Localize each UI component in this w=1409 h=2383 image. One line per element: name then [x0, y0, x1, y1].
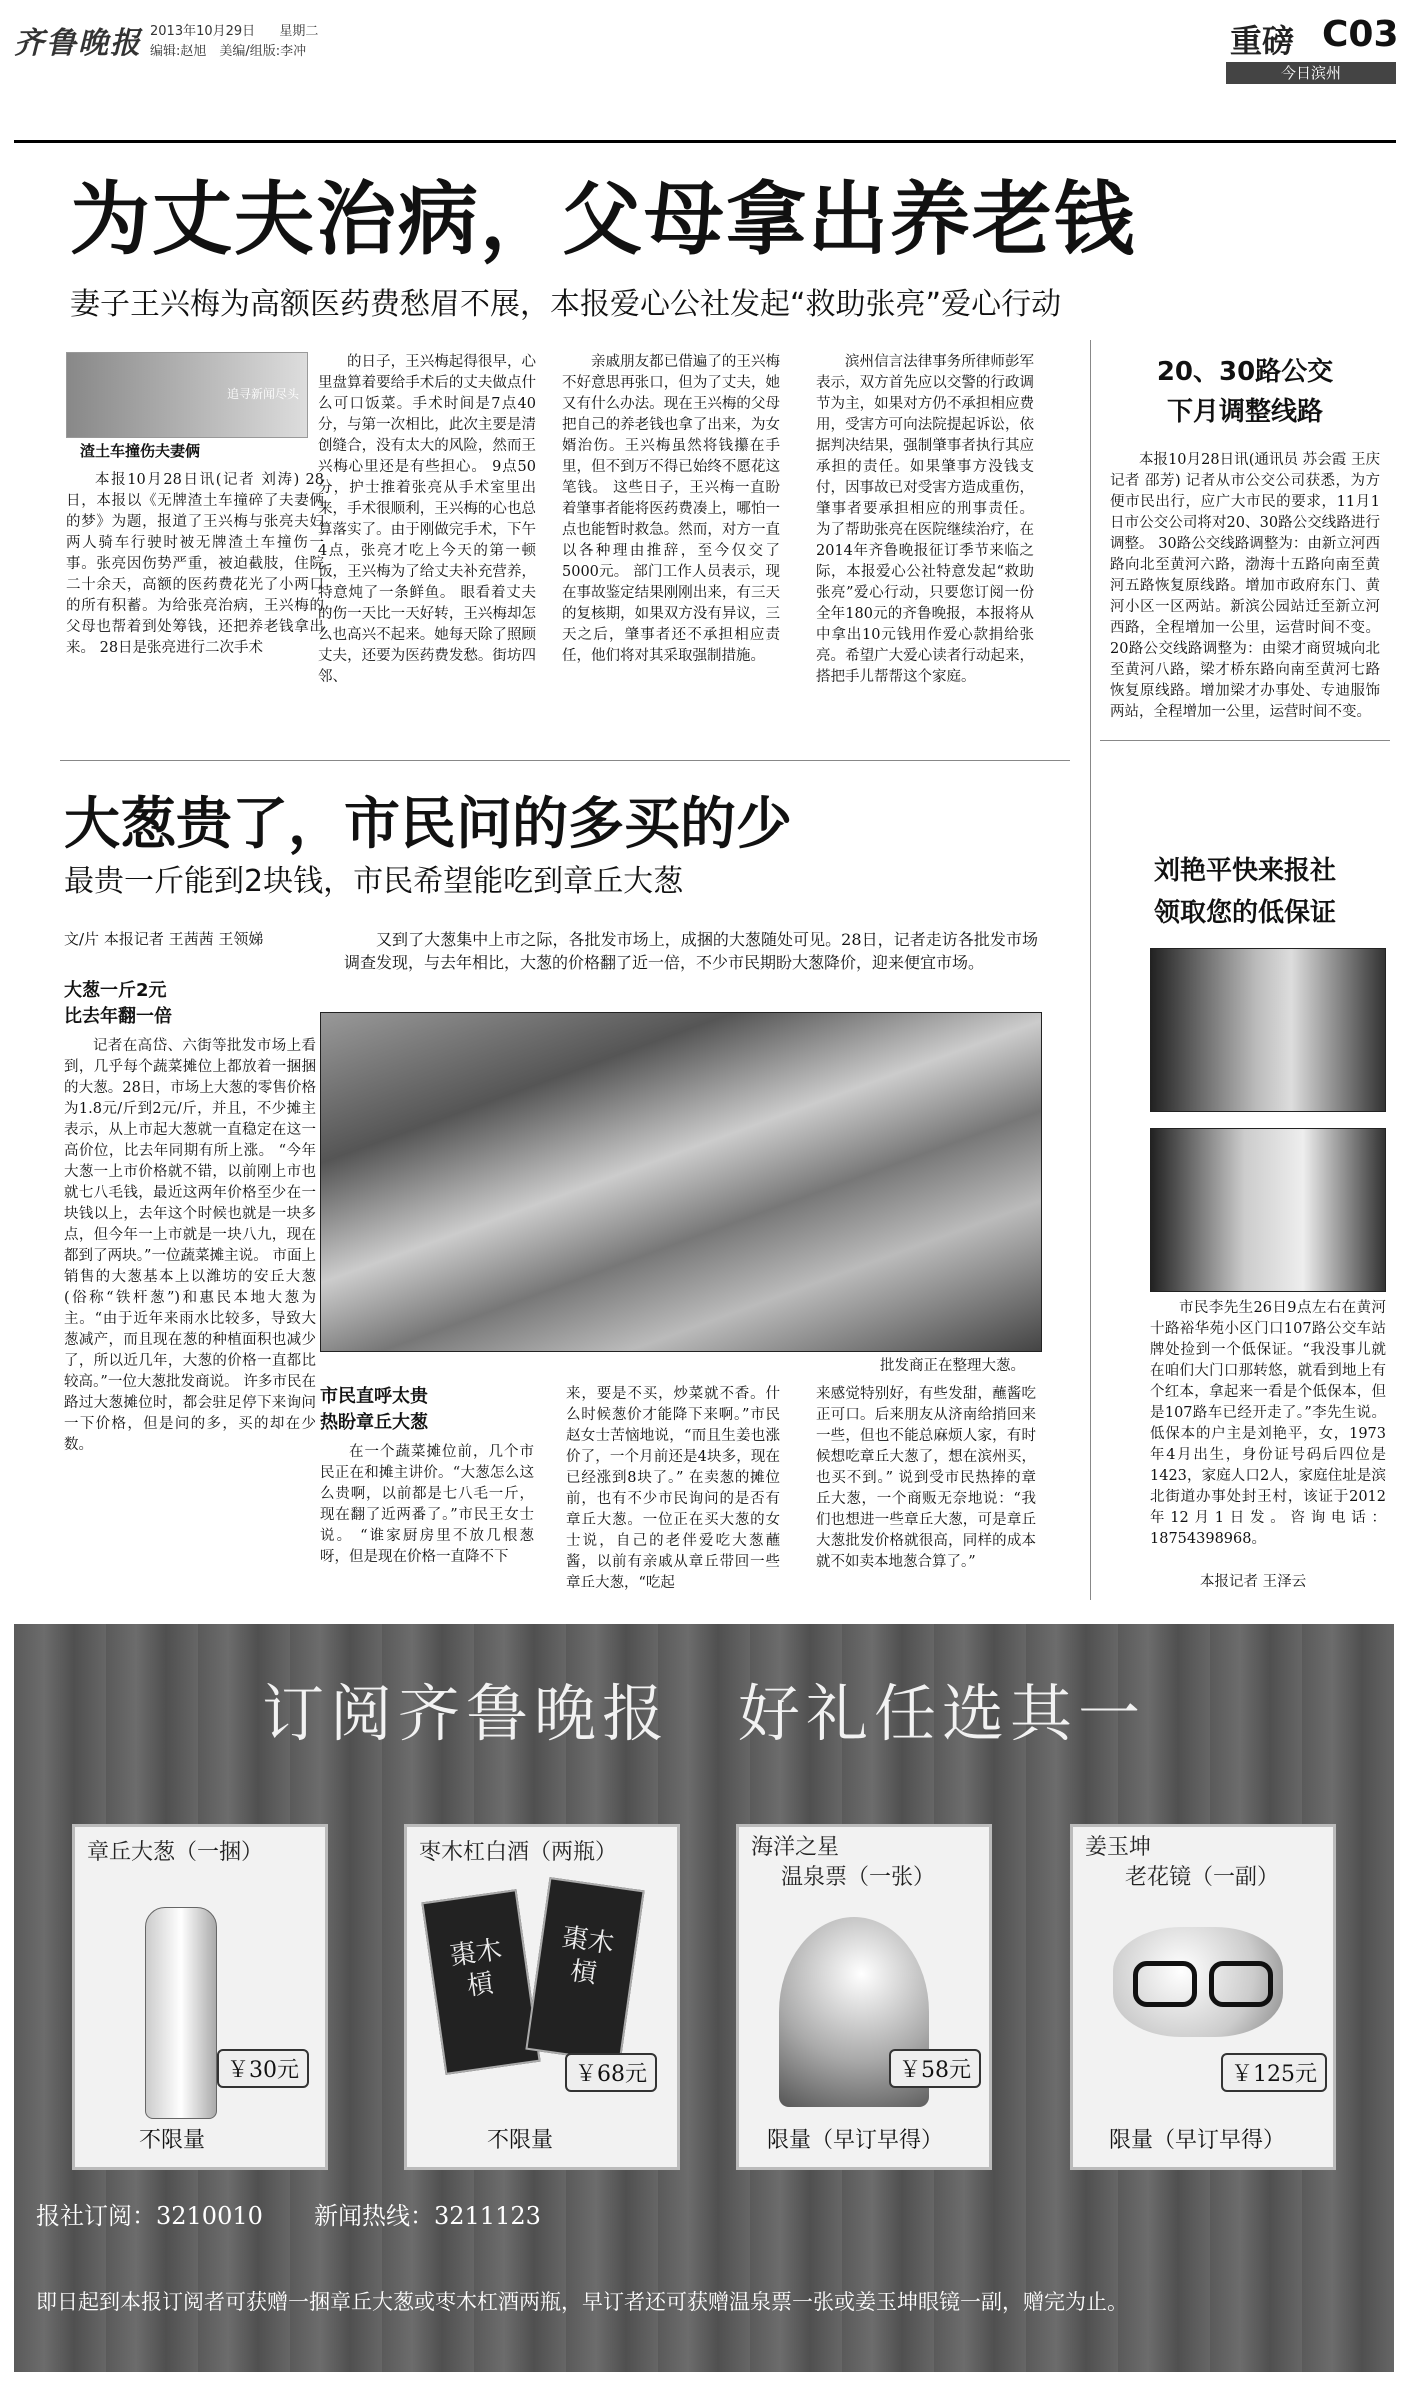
- gift-name: [751, 1833, 935, 1893]
- subscribe-hotline: 报社订阅：3210010: [36, 2202, 263, 2230]
- masthead-rule: [14, 140, 1396, 143]
- story1-subhead: 妻子王兴梅为高额医药费愁眉不展，本报爱心公社发起“救助张亮”爱心行动: [70, 287, 1062, 322]
- bus-headline: [1110, 352, 1380, 432]
- gift-name: 枣木杠白酒（两瓶）: [419, 1840, 618, 1865]
- edition-label: 今日滨州: [1226, 62, 1396, 84]
- related-tag: 追寻新闻尽头: [226, 387, 299, 401]
- story2-subhead: 最贵一斤能到2块钱，市民希望能吃到章丘大葱: [64, 864, 684, 899]
- gift-limit: 不限量: [487, 2128, 554, 2153]
- scallion-icon: [145, 1907, 217, 2119]
- paragraph: 滨州信言法律事务所律师彭军表示，双方首先应以交警的行政调节为主，如果对方仍不承担相应费用，受害方可向法院提起诉讼，依据判决结果，强制肇事者执行其应承担的责任。如果肇事方没钱支付，因事故已对受害方造成重伤，肇事者要承担相应的刑事责任。 为了帮助张亮在医院继续治疗，在2014年齐鲁晚报征订季节来临之际，本报爱心公社特意发起“救助张亮”爱心行动，只要您订阅一份全年180元的齐鲁晚报，本报将从中拿出10元钱用作爱心款捐给张亮。希望广大爱心读者行动起来，搭把手儿帮帮这个家庭。: [816, 354, 1034, 685]
- story2-col1: [64, 1036, 316, 1582]
- gift-price: ￥30元: [217, 2049, 309, 2088]
- story1-col4: [816, 352, 1034, 700]
- gift-name-line1: 海洋之星: [751, 1835, 840, 1860]
- liquor-label: 棗木槓: [448, 1934, 504, 2002]
- liquor-box-icon: [421, 1889, 540, 2075]
- paragraph: 又到了大葱集中上市之际，各批发市场上，成捆的大葱随处可见。28日，记者走访各批发市场调查发现，与去年相比，大葱的价格翻了近一倍，不少市民期盼大葱降价，迎来便宜市场。: [344, 930, 1038, 972]
- masthead-logo: 齐鲁晚报: [14, 26, 142, 61]
- right-column-divider: [1090, 340, 1091, 1600]
- liu-body: [1150, 1298, 1386, 1560]
- gift-name-line2: 老花镜（一副）: [1125, 1865, 1280, 1890]
- liu-headline-line2: 领取您的低保证: [1153, 898, 1336, 928]
- paragraph: 本报10月28日讯(记者 刘涛) 28日，本报以《无牌渣土车撞碎了夫妻俩的梦》为题，报道了王兴梅与张亮夫妇两人骑车行驶时被无牌渣土车撞伤一事。张亮因伤势严重，被迫截肢，住院二十余天，高额的医药费花光了小两口的所有积蓄。为给张亮治病，王兴梅的父母也帮着到处筹钱，还把养老钱拿出来。 28日是张亮进行二次手术: [66, 472, 324, 656]
- related-box: [66, 352, 308, 438]
- bus-headline-line1: 20、30路公交: [1156, 357, 1334, 387]
- liu-headline: [1100, 850, 1390, 934]
- gift-name-line1: 姜玉坤: [1085, 1835, 1152, 1860]
- story1-col1: [66, 470, 324, 700]
- liu-photo-2: [1150, 1128, 1386, 1292]
- liu-photo-1: [1150, 948, 1386, 1112]
- liu-byline: 本报记者 王泽云: [1200, 1574, 1307, 1590]
- liquor-box-icon: [525, 1877, 644, 2063]
- bus-headline-line2: 下月调整线路: [1166, 397, 1323, 427]
- gift-card-glasses: [1070, 1824, 1336, 2170]
- gift-card-liquor: [404, 1824, 680, 2170]
- gift-price: ￥58元: [889, 2049, 981, 2088]
- story1-col3: [562, 352, 780, 700]
- gift-price: ￥125元: [1221, 2053, 1327, 2092]
- gift-limit: 不限量: [139, 2128, 206, 2153]
- subscription-ad: [14, 1624, 1394, 2372]
- bus-rule: [1100, 740, 1390, 741]
- story2-col2: [320, 1442, 534, 1582]
- story2-byline: 文/片 本报记者 王茜茜 王领娣: [64, 930, 264, 948]
- paragraph: 亲戚朋友都已借遍了的王兴梅不好意思再张口，但为了丈夫，她又有什么办法。现在王兴梅的父母把自己的养老钱也拿了出来，为女婿治伤。王兴梅虽然将钱攥在手里，但不到万不得已始终不愿花这笔钱。 这些日子，王兴梅一直盼着肇事者能将医药费凑上，哪怕一点也能暂时救急。然而，对方一直以各种理由推辞，至今仅交了5000元。 部门工作人员表示，现在事故鉴定结果刚刚出来，有三天的复核期，如果双方没有异议，三天之后，肇事者还不承担相应责任，他们将对其采取强制措施。: [562, 354, 780, 664]
- sub2-line1: 市民直呼太贵: [320, 1386, 428, 1407]
- gift-name: [1085, 1833, 1279, 1893]
- page-number: C03: [1322, 14, 1399, 55]
- liu-headline-line1: 刘艳平快来报社: [1153, 856, 1336, 886]
- paragraph: 的日子，王兴梅起得很早，心里盘算着要给手术后的丈夫做点什么可口饭菜。手术时间是7点40分，与第一次相比，此次主要是清创缝合，没有太大的风险，然而王兴梅心里还是有些担心。 9点50分，护士推着张亮从手术室里出来，手术很顺利，王兴梅的心也总算落实了。由于刚做完手术，下午4点，张亮才吃上今天的第一顿饭，王兴梅为了给丈夫补充营养，特意炖了一条鲜鱼。 眼看着丈夫的伤一天比一天好转，王兴梅却怎么也高兴不起来。她每天除了照顾丈夫，还要为医药费发愁。街坊四邻、: [318, 354, 536, 685]
- bus-body: [1110, 450, 1380, 730]
- related-title: 渣土车撞伤夫妻俩: [80, 442, 201, 460]
- gift-limit: 限量（早订早得）: [767, 2128, 944, 2153]
- gift-card-hotspring: [736, 1824, 992, 2170]
- sub1-line2: 比去年翻一倍: [64, 1006, 172, 1027]
- paragraph: 在一个蔬菜摊位前，几个市民正在和摊主讲价。“大葱怎么这么贵啊，以前都是七八毛一斤，现在翻了近两番了。”市民王女士说。 “谁家厨房里不放几根葱呀，但是现在价格一直降不下: [320, 1444, 534, 1565]
- gift-price: ￥68元: [565, 2053, 657, 2092]
- paragraph: 本报10月28日讯(通讯员 苏会霞 王庆 记者 邵芳) 记者从市公交公司获悉，为方便市民出行，应广大市民的要求，11月1日市公交公司将对20、30路公交线路进行调整。 30路公交线路调整为：由新立河西路向北至黄河六路，渤海十五路向南至黄河五路恢复原线路。增加市政府东门、黄河小区一区两站。新滨公园站迁至新立河西路，全程增加一公里，运营时间不变。 20路公交线路调整为：由梁才商贸城向北至黄河八路，梁才桥东路向南至黄河七路恢复原线路。增加梁才办事处、专迪服饰两站，全程增加一公里，运营时间不变。: [1110, 452, 1380, 720]
- gift-card-scallion: [72, 1824, 328, 2170]
- masthead-editors: 编辑:赵旭 美编/组版:李冲: [150, 44, 307, 59]
- liquor-label: 棗木槓: [560, 1922, 616, 1990]
- gift-name-line2: 温泉票（一张）: [781, 1865, 936, 1890]
- paragraph: 记者在高岱、六街等批发市场上看到，几乎每个蔬菜摊位上都放着一捆捆的大葱。28日，市场上大葱的零售价格为1.8元/斤到2元/斤，并且，不少摊主表示，从上市起大葱就一直稳定在这一高价位，比去年同期有所上涨。 “今年大葱一上市价格就不错，以前刚上市也就七八毛钱，最近这两年价格至少在一块钱以上，去年这个时候也就是一块多点，但今年一上市就是一块八九，现在都到了两块。”一位蔬菜摊主说。 市面上销售的大葱基本上以潍坊的安丘大葱(俗称“铁杆葱”)和惠民本地大葱为主。“由于近年来雨水比较多，导致大葱减产，而且现在葱的种植面积也减少了，所以近几年，大葱的价格一直都比较高。”一位大葱批发商说。 许多市民在路过大葱摊位时，都会驻足停下来询问一下价格，但是问的多，买的却在少数。: [64, 1038, 316, 1453]
- paragraph: 来，要是不买，炒菜就不香。什么时候葱价才能降下来啊。”市民赵女士苦恼地说，“而且生姜也涨价了，一个月前还是4块多，现在已经涨到8块了。” 在卖葱的摊位前，也有不少市民询问的是否有章丘大葱。一位正在买大葱的女士说，自己的老伴爱吃大葱蘸酱，以前有亲戚从章丘带回一些章丘大葱，“吃起: [566, 1386, 780, 1591]
- sub2-line2: 热盼章丘大葱: [320, 1412, 428, 1433]
- photo-caption: 批发商正在整理大葱。: [880, 1358, 1025, 1374]
- masthead-date: [150, 20, 318, 39]
- gift-name: 章丘大葱（一捆）: [87, 1840, 264, 1865]
- story2-col4: [816, 1384, 1036, 1582]
- story1-headline: 为丈夫治病，父母拿出养老钱: [70, 173, 1136, 266]
- news-hotline: 新闻热线：3211123: [314, 2202, 541, 2230]
- ad-title: 订阅齐鲁晚报 好礼任选其一: [261, 1677, 1146, 1750]
- paragraph: 来感觉特别好，有些发甜，蘸酱吃正可口。后来朋友从济南给捎回来一些，但也不能总麻烦人家，有时候想吃章丘大葱了，想在滨州买，也买不到。” 说到受市民热捧的章丘大葱，一个商贩无奈地说：“我们也想进一些章丘大葱，可是章丘大葱批发价格就很高，同样的成本就不如卖本地葱合算了。”: [816, 1386, 1036, 1570]
- story2-lead: [344, 928, 1038, 998]
- ad-footer: 即日起到本报订阅者可获赠一捆章丘大葱或枣木杠酒两瓶，早订者还可获赠温泉票一张或姜玉坤眼镜一副，赠完为止。: [36, 2290, 1128, 2314]
- paragraph: 市民李先生26日9点左右在黄河十路裕华苑小区门口107路公交车站牌处捡到一个低保证。“我没事儿就在咱们大门口那转悠，就看到地上有个红本，拿起来一看是个低保本，但是107路车已经开走了。”李先生说。 低保本的户主是刘艳平，女，1973年4月出生，身份证号码后四位是1423，家庭人口2人，家庭住址是滨北街道办事处封王村，该证于2012年12月1日发。咨询电话：18754398968。: [1150, 1300, 1386, 1547]
- glasses-icon: [1113, 1927, 1283, 2037]
- weekday: 星期二: [279, 24, 319, 39]
- story2-sub1: [64, 978, 324, 1030]
- scallion-market-photo: [320, 1012, 1042, 1352]
- story2-sub2: [320, 1384, 520, 1436]
- story2-rule: [60, 760, 1070, 761]
- story1-col2: [318, 352, 536, 700]
- gift-limit: 限量（早订早得）: [1109, 2128, 1286, 2153]
- section-name: 重磅: [1230, 22, 1295, 60]
- story2-headline: 大葱贵了，市民问的多买的少: [64, 792, 792, 857]
- story2-col3: [566, 1384, 780, 1591]
- date: 2013年10月29日: [150, 24, 256, 39]
- sub1-line1: 大葱一斤2元: [64, 980, 167, 1001]
